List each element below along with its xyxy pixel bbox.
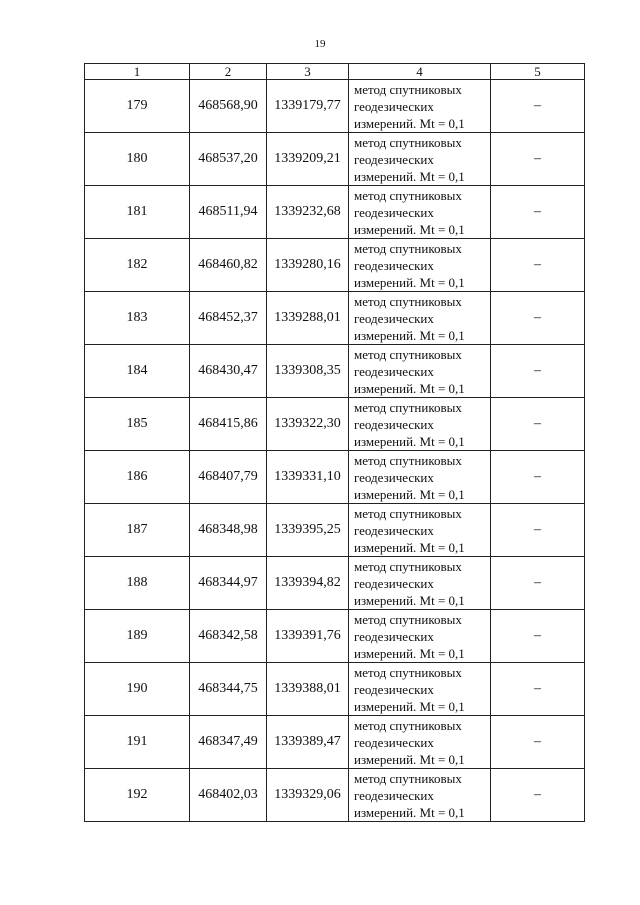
y-coordinate-cell: 1339389,47 bbox=[267, 716, 349, 769]
note-cell: – bbox=[491, 186, 585, 239]
table-row bbox=[85, 398, 585, 451]
x-coordinate-cell: 468344,75 bbox=[190, 663, 267, 716]
method-line: геодезических bbox=[354, 204, 434, 220]
y-coordinate-cell: 1339288,01 bbox=[267, 292, 349, 345]
method-cell bbox=[349, 186, 491, 239]
method-line: измерений. Mt = 0,1 bbox=[354, 592, 465, 608]
method-line: метод спутниковых bbox=[354, 346, 462, 362]
method-cell bbox=[349, 557, 491, 610]
method-cell bbox=[349, 610, 491, 663]
note-cell: – bbox=[491, 557, 585, 610]
coordinates-table bbox=[84, 63, 585, 822]
y-coordinate-cell: 1339280,16 bbox=[267, 239, 349, 292]
note-cell: – bbox=[491, 504, 585, 557]
column-header-1: 1 bbox=[85, 64, 190, 80]
point-number-cell: 189 bbox=[85, 610, 190, 663]
column-header-4: 4 bbox=[349, 64, 491, 80]
method-line: метод спутниковых bbox=[354, 611, 462, 627]
method-line: геодезических bbox=[354, 257, 434, 273]
point-number-cell: 192 bbox=[85, 769, 190, 822]
table-row bbox=[85, 451, 585, 504]
method-cell bbox=[349, 133, 491, 186]
method-line: геодезических bbox=[354, 98, 434, 114]
y-coordinate-cell: 1339391,76 bbox=[267, 610, 349, 663]
method-cell bbox=[349, 769, 491, 822]
x-coordinate-cell: 468344,97 bbox=[190, 557, 267, 610]
x-coordinate-cell: 468568,90 bbox=[190, 80, 267, 133]
method-line: геодезических bbox=[354, 681, 434, 697]
table-row bbox=[85, 716, 585, 769]
table-row bbox=[85, 239, 585, 292]
method-line: измерений. Mt = 0,1 bbox=[354, 168, 465, 184]
table-row bbox=[85, 186, 585, 239]
x-coordinate-cell: 468511,94 bbox=[190, 186, 267, 239]
method-line: измерений. Mt = 0,1 bbox=[354, 751, 465, 767]
method-line: метод спутниковых bbox=[354, 81, 462, 97]
point-number-cell: 182 bbox=[85, 239, 190, 292]
x-coordinate-cell: 468430,47 bbox=[190, 345, 267, 398]
method-cell bbox=[349, 345, 491, 398]
table-row bbox=[85, 504, 585, 557]
method-line: измерений. Mt = 0,1 bbox=[354, 380, 465, 396]
method-line: геодезических bbox=[354, 469, 434, 485]
note-cell: – bbox=[491, 716, 585, 769]
method-line: измерений. Mt = 0,1 bbox=[354, 327, 465, 343]
method-line: геодезических bbox=[354, 734, 434, 750]
note-cell: – bbox=[491, 451, 585, 504]
y-coordinate-cell: 1339322,30 bbox=[267, 398, 349, 451]
table-row bbox=[85, 345, 585, 398]
x-coordinate-cell: 468347,49 bbox=[190, 716, 267, 769]
point-number-cell: 187 bbox=[85, 504, 190, 557]
x-coordinate-cell: 468452,37 bbox=[190, 292, 267, 345]
y-coordinate-cell: 1339388,01 bbox=[267, 663, 349, 716]
table-row bbox=[85, 292, 585, 345]
method-line: измерений. Mt = 0,1 bbox=[354, 433, 465, 449]
table-header bbox=[85, 64, 585, 80]
method-line: метод спутниковых bbox=[354, 134, 462, 150]
table-row bbox=[85, 663, 585, 716]
column-header-5: 5 bbox=[491, 64, 585, 80]
method-line: метод спутниковых bbox=[354, 399, 462, 415]
note-cell: – bbox=[491, 398, 585, 451]
point-number-cell: 185 bbox=[85, 398, 190, 451]
note-cell: – bbox=[491, 345, 585, 398]
point-number-cell: 191 bbox=[85, 716, 190, 769]
point-number-cell: 180 bbox=[85, 133, 190, 186]
method-line: геодезических bbox=[354, 363, 434, 379]
note-cell: – bbox=[491, 292, 585, 345]
table-body bbox=[85, 80, 585, 822]
x-coordinate-cell: 468407,79 bbox=[190, 451, 267, 504]
method-cell bbox=[349, 239, 491, 292]
point-number-cell: 183 bbox=[85, 292, 190, 345]
method-line: измерений. Mt = 0,1 bbox=[354, 698, 465, 714]
y-coordinate-cell: 1339394,82 bbox=[267, 557, 349, 610]
method-line: измерений. Mt = 0,1 bbox=[354, 274, 465, 290]
table-row bbox=[85, 557, 585, 610]
x-coordinate-cell: 468415,86 bbox=[190, 398, 267, 451]
point-number-cell: 190 bbox=[85, 663, 190, 716]
y-coordinate-cell: 1339331,10 bbox=[267, 451, 349, 504]
note-cell: – bbox=[491, 80, 585, 133]
y-coordinate-cell: 1339209,21 bbox=[267, 133, 349, 186]
method-line: метод спутниковых bbox=[354, 505, 462, 521]
y-coordinate-cell: 1339179,77 bbox=[267, 80, 349, 133]
table-row bbox=[85, 769, 585, 822]
method-line: метод спутниковых bbox=[354, 558, 462, 574]
method-line: измерений. Mt = 0,1 bbox=[354, 486, 465, 502]
column-header-3: 3 bbox=[267, 64, 349, 80]
x-coordinate-cell: 468342,58 bbox=[190, 610, 267, 663]
method-line: метод спутниковых bbox=[354, 187, 462, 203]
method-line: метод спутниковых bbox=[354, 770, 462, 786]
method-line: метод спутниковых bbox=[354, 452, 462, 468]
y-coordinate-cell: 1339308,35 bbox=[267, 345, 349, 398]
y-coordinate-cell: 1339395,25 bbox=[267, 504, 349, 557]
method-line: геодезических bbox=[354, 310, 434, 326]
header-row bbox=[85, 64, 585, 80]
method-cell bbox=[349, 398, 491, 451]
table-row bbox=[85, 80, 585, 133]
method-cell bbox=[349, 451, 491, 504]
point-number-cell: 188 bbox=[85, 557, 190, 610]
method-cell bbox=[349, 716, 491, 769]
method-line: геодезических bbox=[354, 522, 434, 538]
x-coordinate-cell: 468460,82 bbox=[190, 239, 267, 292]
note-cell: – bbox=[491, 239, 585, 292]
method-cell bbox=[349, 292, 491, 345]
note-cell: – bbox=[491, 610, 585, 663]
method-line: геодезических bbox=[354, 628, 434, 644]
note-cell: – bbox=[491, 663, 585, 716]
method-line: геодезических bbox=[354, 575, 434, 591]
point-number-cell: 184 bbox=[85, 345, 190, 398]
column-header-2: 2 bbox=[190, 64, 267, 80]
method-line: геодезических bbox=[354, 787, 434, 803]
note-cell: – bbox=[491, 133, 585, 186]
method-line: метод спутниковых bbox=[354, 717, 462, 733]
method-line: геодезических bbox=[354, 416, 434, 432]
x-coordinate-cell: 468537,20 bbox=[190, 133, 267, 186]
y-coordinate-cell: 1339232,68 bbox=[267, 186, 349, 239]
method-line: измерений. Mt = 0,1 bbox=[354, 539, 465, 555]
method-line: метод спутниковых bbox=[354, 240, 462, 256]
y-coordinate-cell: 1339329,06 bbox=[267, 769, 349, 822]
method-line: измерений. Mt = 0,1 bbox=[354, 804, 465, 820]
method-line: измерений. Mt = 0,1 bbox=[354, 221, 465, 237]
point-number-cell: 179 bbox=[85, 80, 190, 133]
table-row bbox=[85, 610, 585, 663]
x-coordinate-cell: 468348,98 bbox=[190, 504, 267, 557]
method-line: измерений. Mt = 0,1 bbox=[354, 115, 465, 131]
note-cell: – bbox=[491, 769, 585, 822]
method-line: метод спутниковых bbox=[354, 293, 462, 309]
point-number-cell: 181 bbox=[85, 186, 190, 239]
method-cell bbox=[349, 504, 491, 557]
method-cell bbox=[349, 80, 491, 133]
method-line: геодезических bbox=[354, 151, 434, 167]
page-number: 19 bbox=[314, 38, 326, 50]
table-row bbox=[85, 133, 585, 186]
x-coordinate-cell: 468402,03 bbox=[190, 769, 267, 822]
method-line: метод спутниковых bbox=[354, 664, 462, 680]
method-line: измерений. Mt = 0,1 bbox=[354, 645, 465, 661]
method-cell bbox=[349, 663, 491, 716]
point-number-cell: 186 bbox=[85, 451, 190, 504]
